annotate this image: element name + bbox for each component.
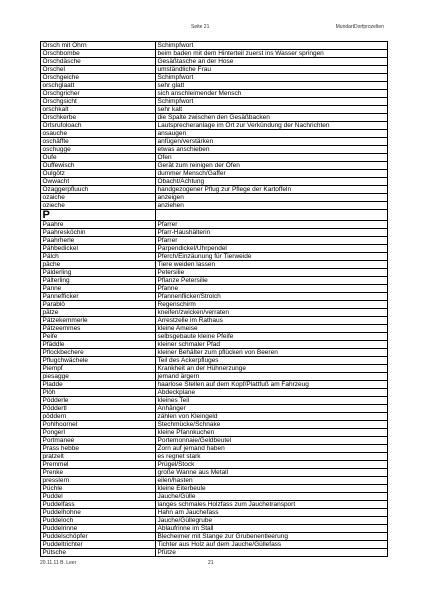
- glossary-term: Pflockbechere: [41, 349, 156, 357]
- glossary-term: Orsch mit Ohrn: [41, 42, 156, 50]
- glossary-term: Pödderle: [41, 397, 156, 405]
- glossary-row: [41, 429, 388, 437]
- glossary-term: Orschbombe: [41, 50, 156, 58]
- glossary-term: Pätzeemmes: [41, 325, 156, 333]
- footer-date: 20.11.11 B. Leer: [40, 560, 77, 566]
- glossary-definition: Pfarrer: [156, 237, 388, 245]
- glossary-term: Puddelhohne: [41, 509, 156, 517]
- glossary-row: [41, 333, 388, 341]
- glossary-term: Pfäddle: [41, 341, 156, 349]
- glossary-row: [41, 365, 388, 373]
- glossary-term: Puddelfass: [41, 501, 156, 509]
- glossary-term: Puddel: [41, 493, 156, 501]
- glossary-row: [41, 74, 388, 82]
- glossary-definition: Lautsprecheranlage im Ort zur Verkündung der Nachrichten: [156, 122, 388, 130]
- glossary-term: Prenke: [41, 469, 156, 477]
- glossary-row: [41, 317, 388, 325]
- glossary-term: Prass hebbe: [41, 445, 156, 453]
- glossary-definition: beim baden mit dem Hinterteil zuerst ins Wasser springen: [156, 50, 388, 58]
- glossary-row: [41, 50, 388, 58]
- glossary-row: [41, 138, 388, 146]
- glossary-row: [41, 541, 388, 549]
- glossary-term: Orschgsicht: [41, 98, 156, 106]
- glossary-row: [41, 146, 388, 154]
- glossary-row: [41, 122, 388, 130]
- glossary-row: [41, 42, 388, 50]
- glossary-row: [41, 98, 388, 106]
- glossary-row: [41, 66, 388, 74]
- glossary-term: Puddelschöpfer: [41, 533, 156, 541]
- glossary-definition: große Wanne aus Metall: [156, 469, 388, 477]
- glossary-row: [41, 261, 388, 269]
- glossary-row: [41, 285, 388, 293]
- glossary-definition: Ofen: [156, 154, 388, 162]
- section-header-row: [41, 210, 388, 221]
- glossary-definition: Jauche/Güllegrube: [156, 517, 388, 525]
- glossary-term: Ozaggerpfluuch: [41, 186, 156, 194]
- glossary-term: Pälderling: [41, 269, 156, 277]
- glossary-row: [41, 517, 388, 525]
- glossary-definition: anziehen: [156, 202, 388, 210]
- glossary-term: päche: [41, 261, 156, 269]
- glossary-row: [41, 301, 388, 309]
- glossary-term: Pöddertl: [41, 405, 156, 413]
- glossary-row: [41, 309, 388, 317]
- glossary-definition: ansaugen: [156, 130, 388, 138]
- glossary-definition: es regnet stark: [156, 453, 388, 461]
- glossary-definition: kleiner schmaler Pfad: [156, 341, 388, 349]
- glossary-definition: Tichter aus Holz auf dem Jauche/Güllefass: [156, 541, 388, 549]
- glossary-definition: Zorn auf jemand haben: [156, 445, 388, 453]
- glossary-row: [41, 237, 388, 245]
- glossary-term: Paahresköchin: [41, 229, 156, 237]
- glossary-term: Püchle: [41, 485, 156, 493]
- glossary-term: Pladde: [41, 381, 156, 389]
- glossary-table: [40, 41, 388, 557]
- glossary-row: [41, 397, 388, 405]
- glossary-definition: kleiner Behälter zum pflücken von Beeren: [156, 349, 388, 357]
- glossary-definition: Pferch/Einzäunung für Tierweide: [156, 253, 388, 261]
- header-page-label: Seite 21: [191, 24, 210, 30]
- glossary-definition: Pflanze Petersilie: [156, 277, 388, 285]
- glossary-definition: Gerät zum reinigen der Öfen: [156, 162, 388, 170]
- glossary-definition: langes schmales Holzfass zum Jauchetransport: [156, 501, 388, 509]
- glossary-definition: zählen von Kleingeld: [156, 413, 388, 421]
- glossary-row: [41, 194, 388, 202]
- glossary-row: [41, 106, 388, 114]
- glossary-definition: Regenschirm: [156, 301, 388, 309]
- glossary-row: [41, 477, 388, 485]
- footer-page-number: 21: [208, 560, 214, 566]
- glossary-definition: sich anschleimender Mensch: [156, 90, 388, 98]
- glossary-definition: Schimpfwort: [156, 74, 388, 82]
- glossary-row: [41, 509, 388, 517]
- glossary-term: Pohlhoornel: [41, 421, 156, 429]
- glossary-row: [41, 381, 388, 389]
- glossary-row: [41, 413, 388, 421]
- glossary-row: [41, 114, 388, 122]
- glossary-term: Orschkerbe: [41, 114, 156, 122]
- glossary-term: Puddeloch: [41, 517, 156, 525]
- glossary-term: osauche: [41, 130, 156, 138]
- glossary-term: Pätzekemmerle: [41, 317, 156, 325]
- glossary-row: [41, 469, 388, 477]
- glossary-term: Orschdäsche: [41, 58, 156, 66]
- glossary-row: [41, 341, 388, 349]
- glossary-row: [41, 349, 388, 357]
- glossary-row: [41, 549, 388, 557]
- header-document-title: MundartDorfprozelten: [335, 24, 384, 30]
- glossary-definition: anfügen/verstärken: [156, 138, 388, 146]
- glossary-term: ozieche: [41, 202, 156, 210]
- glossary-term: orschkalt: [41, 106, 156, 114]
- glossary-term: presslern: [41, 477, 156, 485]
- glossary-definition: Stechmücke/Schnake: [156, 421, 388, 429]
- glossary-row: [41, 170, 388, 178]
- glossary-term: oschäffte: [41, 138, 156, 146]
- glossary-row: [41, 229, 388, 237]
- glossary-row: [41, 162, 388, 170]
- glossary-row: [41, 445, 388, 453]
- glossary-term: Portmanee: [41, 437, 156, 445]
- glossary-term: Orschgricher: [41, 90, 156, 98]
- glossary-term: Paahre: [41, 221, 156, 229]
- glossary-term: Owwacht: [41, 178, 156, 186]
- glossary-row: [41, 130, 388, 138]
- glossary-definition: Teil des Ackerpfluges: [156, 357, 388, 365]
- glossary-definition: Abdeckplane: [156, 389, 388, 397]
- glossary-definition: Ablaufrinne im Stall: [156, 525, 388, 533]
- glossary-definition: Tiere weiden lassen: [156, 261, 388, 269]
- glossary-term: Piempf: [41, 365, 156, 373]
- glossary-term: Ortsrufoloach: [41, 122, 156, 130]
- glossary-row: [41, 389, 388, 397]
- glossary-definition: Pfannenflicker/Strolch: [156, 293, 388, 301]
- glossary-row: [41, 154, 388, 162]
- glossary-term: oschugge: [41, 146, 156, 154]
- glossary-row: [41, 82, 388, 90]
- glossary-term: Pälch: [41, 253, 156, 261]
- glossary-row: [41, 461, 388, 469]
- glossary-definition: Portemonnaie/Geldbeutel: [156, 437, 388, 445]
- glossary-definition: etwas anschieben: [156, 146, 388, 154]
- glossary-row: [41, 293, 388, 301]
- glossary-row: [41, 533, 388, 541]
- glossary-definition: Pfanne: [156, 285, 388, 293]
- glossary-term: pratzelt: [41, 453, 156, 461]
- glossary-term: pätze: [41, 309, 156, 317]
- glossary-row: [41, 90, 388, 98]
- glossary-body: [41, 42, 388, 557]
- glossary-definition: Krankheit an der Hühnerzunge: [156, 365, 388, 373]
- glossary-row: [41, 421, 388, 429]
- glossary-term: Peife: [41, 333, 156, 341]
- glossary-definition: sehr kalt: [156, 106, 388, 114]
- glossary-term: piesagge: [41, 373, 156, 381]
- section-letter: P: [41, 210, 156, 221]
- glossary-row: [41, 437, 388, 445]
- glossary-definition: Obacht/Achtung: [156, 178, 388, 186]
- glossary-row: [41, 357, 388, 365]
- glossary-definition: jemand ärgern: [156, 373, 388, 381]
- glossary-definition: [156, 210, 388, 221]
- glossary-definition: Schimpfwort: [156, 42, 388, 50]
- glossary-row: [41, 245, 388, 253]
- glossary-term: Orschel: [41, 66, 156, 74]
- glossary-definition: Pfütze: [156, 549, 388, 557]
- glossary-definition: eilen/hasten: [156, 477, 388, 485]
- glossary-term: pöddern: [41, 413, 156, 421]
- glossary-row: [41, 253, 388, 261]
- glossary-definition: kleines Teil: [156, 397, 388, 405]
- glossary-definition: Arrestzelle im Rathaus: [156, 317, 388, 325]
- glossary-term: Oufe: [41, 154, 156, 162]
- glossary-definition: dummer Mensch/Gaffer: [156, 170, 388, 178]
- glossary-row: [41, 373, 388, 381]
- glossary-term: Pähbedickel: [41, 245, 156, 253]
- glossary-definition: Gesäßtasche an der Hose: [156, 58, 388, 66]
- glossary-row: [41, 221, 388, 229]
- glossary-definition: kleine Pfannkuchen: [156, 429, 388, 437]
- glossary-definition: Jauche/Gülle: [156, 493, 388, 501]
- glossary-definition: umständliche Frau: [156, 66, 388, 74]
- glossary-row: [41, 501, 388, 509]
- glossary-row: [41, 525, 388, 533]
- glossary-definition: haarlose Stellen auf dem Kopf/Plattfuß am Fahrzeug: [156, 381, 388, 389]
- glossary-term: orschglaatt: [41, 82, 156, 90]
- glossary-row: [41, 277, 388, 285]
- glossary-definition: Hahn am Jauchefass: [156, 509, 388, 517]
- glossary-term: Paahrherle: [41, 237, 156, 245]
- glossary-definition: Prügel/Stock: [156, 461, 388, 469]
- glossary-definition: kleine Ameise: [156, 325, 388, 333]
- glossary-definition: Pfarr-Haushälterin: [156, 229, 388, 237]
- glossary-definition: selbsgebaute kleine Pfeife: [156, 333, 388, 341]
- glossary-row: [41, 186, 388, 194]
- glossary-row: [41, 405, 388, 413]
- glossary-definition: sehr glatt: [156, 82, 388, 90]
- glossary-term: ozaiche: [41, 194, 156, 202]
- glossary-definition: Parpendickel/Uhrpendel: [156, 245, 388, 253]
- glossary-term: Pannefficker: [41, 293, 156, 301]
- glossary-term: Puddelrinne: [41, 525, 156, 533]
- glossary-term: Parablö: [41, 301, 156, 309]
- glossary-term: Plöh: [41, 389, 156, 397]
- glossary-row: [41, 202, 388, 210]
- glossary-term: Panne: [41, 285, 156, 293]
- glossary-definition: kneifen/zwicken/verraten: [156, 309, 388, 317]
- glossary-row: [41, 178, 388, 186]
- glossary-term: Pütsche: [41, 549, 156, 557]
- glossary-row: [41, 269, 388, 277]
- glossary-definition: Pfarrer: [156, 221, 388, 229]
- glossary-definition: Schimpfwort: [156, 98, 388, 106]
- glossary-definition: kleine Eiterbeule: [156, 485, 388, 493]
- glossary-definition: Blecheimer mit Stange zur Grubenentleerung: [156, 533, 388, 541]
- glossary-term: Pongerl: [41, 429, 156, 437]
- glossary-definition: handgezogener Pflug zur Pflege der Kartoffeln: [156, 186, 388, 194]
- glossary-term: Pflugchwächele: [41, 357, 156, 365]
- glossary-row: [41, 485, 388, 493]
- glossary-row: [41, 493, 388, 501]
- glossary-term: Ouffewisch: [41, 162, 156, 170]
- glossary-term: Pälterling: [41, 277, 156, 285]
- glossary-row: [41, 325, 388, 333]
- glossary-term: Orschgeiche: [41, 74, 156, 82]
- glossary-row: [41, 453, 388, 461]
- glossary-definition: Petersilie: [156, 269, 388, 277]
- glossary-definition: anzeigen: [156, 194, 388, 202]
- glossary-definition: die Spalte zwischen den Gesäßbacken: [156, 114, 388, 122]
- glossary-term: Puddeltrichter: [41, 541, 156, 549]
- glossary-definition: Anhänger: [156, 405, 388, 413]
- glossary-term: Öulgötz: [41, 170, 156, 178]
- glossary-row: [41, 58, 388, 66]
- glossary-term: Premmel: [41, 461, 156, 469]
